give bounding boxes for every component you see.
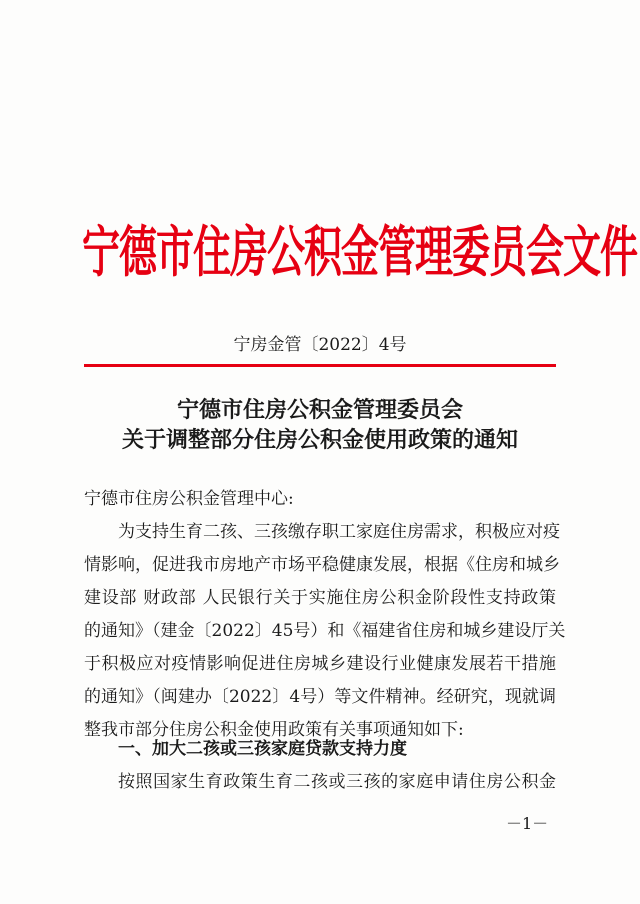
red-divider-line xyxy=(84,364,556,367)
paragraph-line: 整我市部分住房公积金使用政策有关事项通知如下: xyxy=(84,720,464,740)
section-heading: 一、加大二孩或三孩家庭贷款支持力度 xyxy=(118,739,407,759)
paragraph-line: 的通知》（建金〔2022〕45号）和《福建省住房和城乡建设厅关 xyxy=(84,621,566,641)
page-number: －1－ xyxy=(506,814,549,833)
notice-title-line-1: 宁德市住房公积金管理委员会 xyxy=(176,397,463,423)
paragraph-line: 按照国家生育政策生育二孩或三孩的家庭申请住房公积金 xyxy=(118,772,556,792)
paragraph-line: 于积极应对疫情影响促进住房城乡建设行业健康发展若干措施 xyxy=(84,654,556,674)
paragraph-line: 的通知》（闽建办〔2022〕4号）等文件精神。经研究，现就调 xyxy=(84,687,556,707)
paragraph-line: 为支持生育二孩、三孩缴存职工家庭住房需求，积极应对疫 xyxy=(118,522,560,542)
salutation: 宁德市住房公积金管理中心: xyxy=(84,489,294,509)
paragraph-line: 建设部 财政部 人民银行关于实施住房公积金阶段性支持政策 xyxy=(84,588,556,608)
red-header-title: 宁德市住房公积金管理委员会文件 xyxy=(82,220,638,284)
paragraph-line: 情影响，促进我市房地产市场平稳健康发展，根据《住房和城乡 xyxy=(84,555,560,575)
document-number: 宁房金管〔2022〕4号 xyxy=(233,335,407,355)
notice-title-line-2: 关于调整部分住房公积金使用政策的通知 xyxy=(121,427,518,453)
